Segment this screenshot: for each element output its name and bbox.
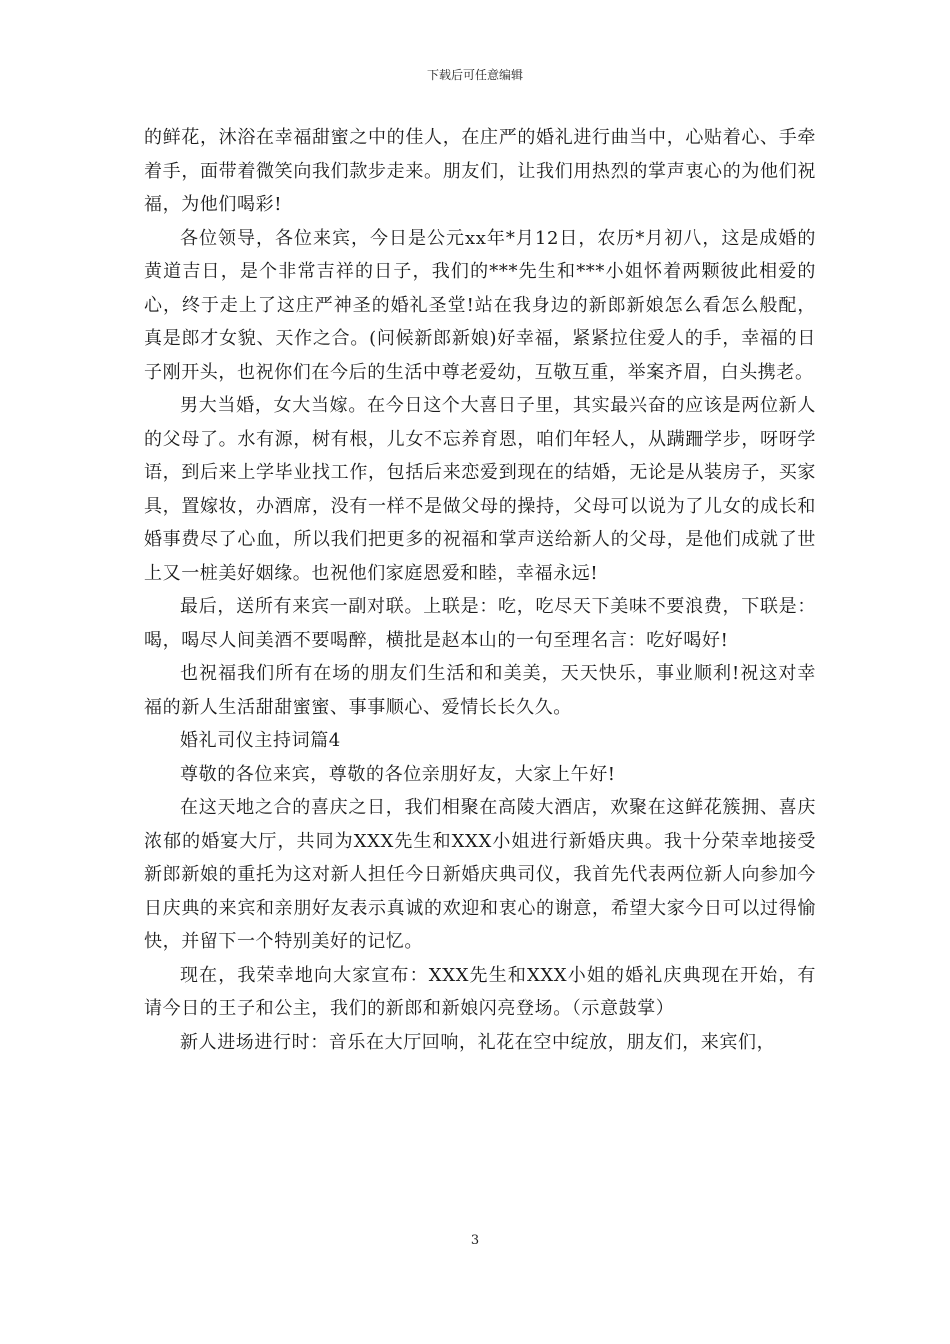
document-body	[144, 121, 816, 1059]
paragraph-welcome: 在这天地之合的喜庆之日，我们相聚在高陵大酒店，欢聚在这鲜花簇拥、喜庆浓郁的婚宴大厅，共同为XXX先生和XXX小姐进行新婚庆典。我十分荣幸地接受新郎新娘的重托为这对新人担任今日新婚庆典司仪，我首先代表两位新人向参加今日庆典的来宾和亲朋好友表示真诚的欢迎和衷心的谢意，希望大家今日可以过得愉快，并留下一个特别美好的记忆。	[144, 797, 816, 952]
section-heading: 婚礼司仪主持词篇4	[180, 730, 341, 751]
page-number: 3	[470, 1233, 480, 1248]
paragraph-continuation: 的鲜花，沐浴在幸福甜蜜之中的佳人，在庄严的婚礼进行曲当中，心贴着心、手牵着手，面带着微笑向我们款步走来。朋友们，让我们用热烈的掌声衷心的为他们祝福，为他们喝彩!	[144, 127, 816, 215]
paragraph-ceremony-start: 现在，我荣幸地向大家宣布：XXX先生和XXX小姐的婚礼庆典现在开始，有请今日的王子和公主，我们的新郎和新娘闪亮登场。（示意鼓掌）	[144, 964, 816, 1019]
paragraph-greeting: 尊敬的各位来宾，尊敬的各位亲朋好友，大家上午好!	[180, 763, 616, 785]
paragraph-parents-tribute: 男大当婚，女大当嫁。在今日这个大喜日子里，其实最兴奋的应该是两位新人的父母了。水有源，树有根，儿女不忘养育恩，咱们年轻人，从蹒跚学步，呀呀学语，到后来上学毕业找工作，包括后来恋爱到现在的结婚，无论是从装房子，买家具，置嫁妆，办酒席，没有一样不是做父母的操持，父母可以说为了儿女的成长和婚事费尽了心血，所以我们把更多的祝福和掌声送给新人的父母，是他们成就了世上又一桩美好姻缘。也祝他们家庭恩爱和睦，幸福永远!	[144, 395, 816, 584]
paragraph-date-announcement: 各位领导，各位来宾，今日是公元xx年*月12日，农历*月初八，这是成婚的黄道吉日，是个非常吉祥的日子，我们的***先生和***小姐怀着两颗彼此相爱的心，终于走上了这庄严神圣的婚礼圣堂!站在我身边的新郎新娘怎么看怎么般配，真是郎才女貌、天作之合。(问候新郎新娘)好幸福，紧紧拉住爱人的手，幸福的日子刚开头，也祝你们在今后的生活中尊老爱幼，互敬互重，举案齐眉，白头携老。	[144, 227, 816, 383]
paragraph-blessing: 也祝福我们所有在场的朋友们生活和和美美，天天快乐，事业顺利!祝这对幸福的新人生活甜甜蜜蜜、事事顺心、爱情长长久久。	[144, 663, 816, 718]
paragraph-couplet: 最后，送所有来宾一副对联。上联是：吃，吃尽天下美味不要浪费，下联是：喝，喝尽人间美酒不要喝醉，横批是赵本山的一句至理名言：吃好喝好!	[144, 596, 816, 651]
page-header: 下载后可任意编辑	[426, 68, 523, 82]
paragraph-entrance: 新人进场进行时：音乐在大厅回响，礼花在空中绽放，朋友们，来宾们，	[180, 1031, 776, 1053]
